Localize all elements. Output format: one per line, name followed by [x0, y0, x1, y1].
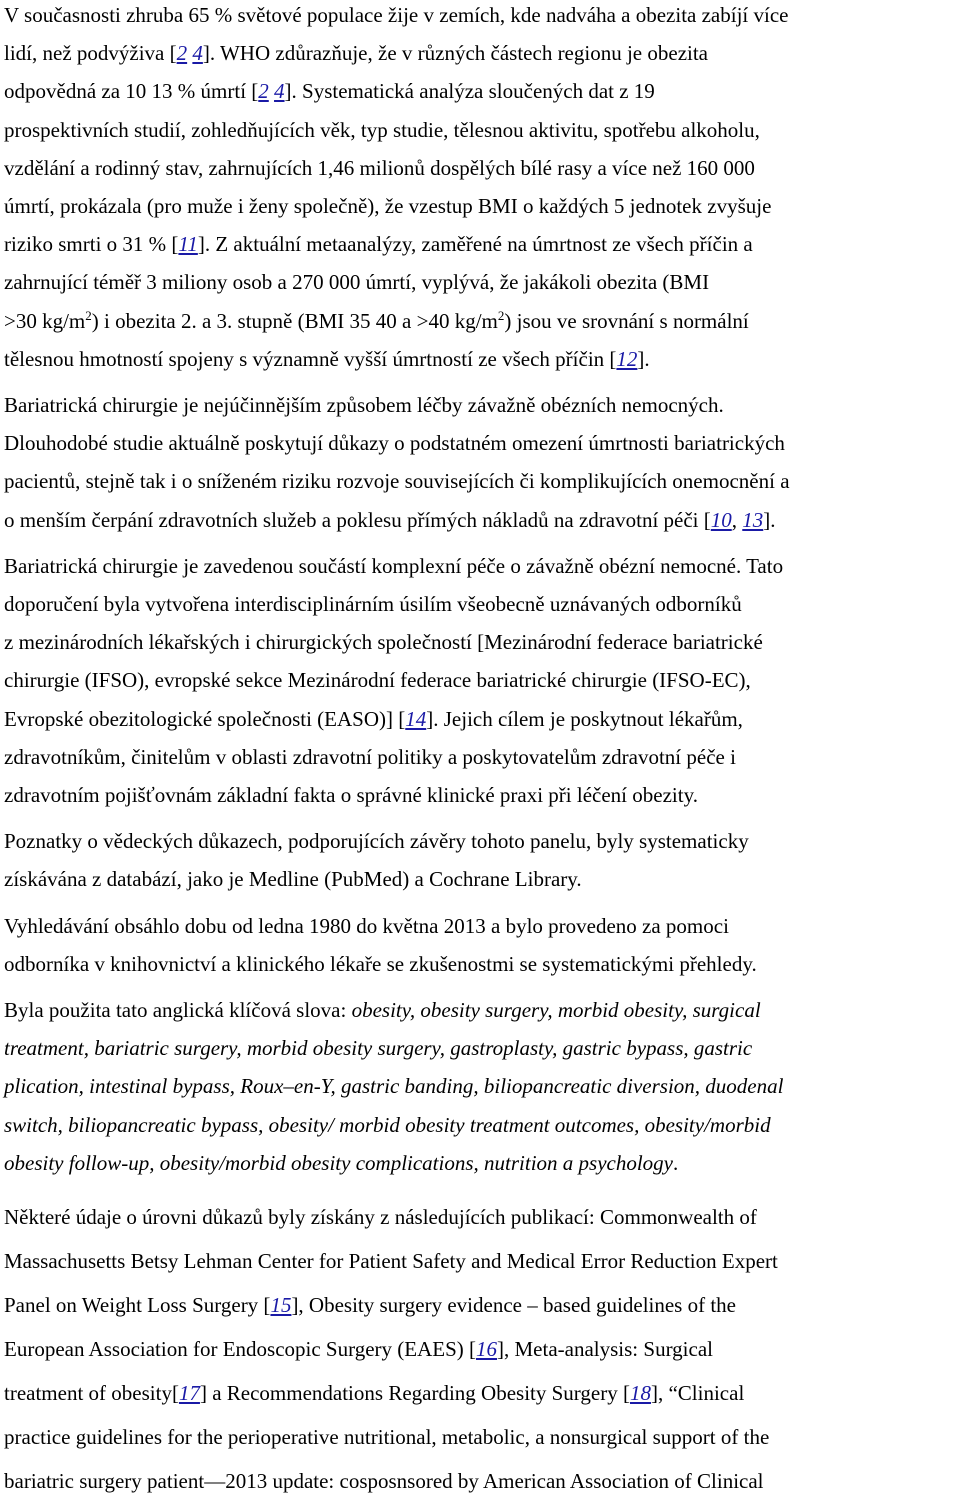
document-page: [4, 0, 956, 1503]
text-line: [4, 1067, 956, 1105]
italic-text: treatment, bariatric surgery, morbid obesity surgery, gastroplasty, gastric bypass, gastric: [4, 1036, 753, 1061]
text-segment: .: [673, 1150, 679, 1175]
superscript: 2: [497, 307, 505, 323]
reference-link[interactable]: 13: [742, 507, 764, 532]
text-segment: Dlouhodobé studie aktuálně poskytují důkazy o podstatném omezení úmrtnosti bariatrických: [4, 431, 785, 456]
reference-link[interactable]: 17: [178, 1381, 200, 1406]
text-segment: tělesnou hmotností spojeny s významně vyšší úmrtností ze všech příčin [: [4, 346, 617, 371]
paragraph-search-period: [4, 907, 956, 983]
reference-link[interactable]: 2: [176, 41, 188, 66]
text-segment: bariatric surgery patient—2013 update: cosposnsored by American Association of Clinical: [4, 1469, 764, 1494]
text-segment: úmrtí, prokázala (pro muže i ženy společně), že vzestup BMI o každých 5 jednotek zvyšuje: [4, 194, 772, 219]
text-line: [4, 501, 956, 539]
reference-link[interactable]: 14: [405, 706, 427, 731]
text-segment: vzdělání a rodinný stav, zahrnujících 1,46 milionů dospělých bílé rasy a více než 160 000: [4, 155, 755, 180]
text-segment: ]. Z aktuální metaanalýzy, zaměřené na úmrtnost ze všech příčin a: [197, 232, 753, 257]
text-segment: ) jsou ve srovnání s normální: [504, 308, 749, 333]
text-line: [4, 738, 956, 776]
text-line: [4, 340, 956, 378]
reference-link[interactable]: 2: [258, 79, 269, 104]
text-segment: treatment of obesity[: [4, 1381, 179, 1406]
reference-link[interactable]: 12: [616, 346, 638, 371]
text-line: [4, 907, 956, 945]
reference-link[interactable]: 11: [178, 232, 198, 257]
text-segment: ]. Jejich cílem je poskytnout lékařům,: [426, 706, 743, 731]
text-line: [4, 547, 956, 585]
text-line: [4, 1106, 956, 1144]
text-segment: zdravotníkům, činitelům v oblasti zdravotní politiky a poskytovatelům zdravotní péče i: [4, 744, 736, 769]
text-line: [4, 462, 956, 500]
text-line: [4, 187, 956, 225]
text-segment: ] a Recommendations Regarding Obesity Surgery [: [199, 1381, 630, 1406]
reference-link[interactable]: 4: [192, 41, 203, 66]
text-segment: Evropské obezitologické společnosti (EASO)] [: [4, 706, 406, 731]
text-line: [4, 34, 956, 72]
text-segment: Vyhledávání obsáhlo dobu od ledna 1980 do května 2013 a bylo provedeno za pomoci: [4, 913, 729, 938]
text-segment: odborníka v knihovnictví a klinického lékaře se zkušenostmi se systematickými přehledy.: [4, 951, 757, 976]
text-line: [4, 1327, 956, 1371]
text-line: [4, 225, 956, 263]
text-line: [4, 776, 956, 814]
reference-link[interactable]: 16: [476, 1337, 498, 1362]
text-segment: practice guidelines for the perioperative nutritional, metabolic, a nonsurgical support of the: [4, 1425, 770, 1450]
text-line: [4, 111, 956, 149]
italic-text: plication, intestinal bypass, Roux–en-Y, gastric banding, biliopancreatic diversion, duodenal: [4, 1074, 784, 1099]
text-segment: ) i obezita 2. a 3. stupně (BMI 35 40 a >40 kg/m: [91, 308, 498, 333]
text-segment: Některé údaje o úrovni důkazů byly získány z následujících publikací: Commonwealth of: [4, 1205, 757, 1230]
text-line: [4, 1144, 956, 1182]
text-segment: Massachusetts Betsy Lehman Center for Patient Safety and Medical Error Reduction Expert: [4, 1249, 778, 1274]
text-segment: riziko smrti o 31 % [: [4, 232, 179, 257]
text-segment: z mezinárodních lékařských i chirurgických společností [Mezinárodní federace bariatrické: [4, 630, 763, 655]
text-segment: získávána z databází, jako je Medline (PubMed) a Cochrane Library.: [4, 867, 582, 892]
text-segment: Byla použita tato anglická klíčová slova:: [4, 998, 352, 1023]
paragraph-publications: [4, 1195, 956, 1503]
text-segment: ], “Clinical: [650, 1381, 745, 1406]
italic-text: switch, biliopancreatic bypass, obesity/ morbid obesity treatment outcomes, obesity/morbid: [4, 1112, 771, 1137]
text-line: [4, 1239, 956, 1283]
paragraph-evidence-sources: [4, 822, 956, 898]
text-segment: V současnosti zhruba 65 % světové populace žije v zemích, kde nadváha a obezita zabíjí více: [4, 3, 789, 27]
text-line: [4, 700, 956, 738]
text-segment: o menším čerpání zdravotních služeb a poklesu přímých nákladů na zdravotní péči [: [4, 507, 711, 532]
text-segment: Bariatrická chirurgie je zavedenou součástí komplexní péče o závažně obézní nemocné. Tato: [4, 553, 784, 578]
text-line: [4, 302, 956, 340]
text-line: [4, 945, 956, 983]
text-segment: prospektivních studií, zohledňujících věk, typ studie, tělesnou aktivitu, spotřebu alkoholu,: [4, 117, 760, 142]
text-line: [4, 991, 956, 1029]
reference-link[interactable]: 15: [270, 1293, 292, 1318]
paragraph-keywords: [4, 991, 956, 1182]
reference-link[interactable]: 10: [710, 507, 732, 532]
reference-link[interactable]: 18: [629, 1381, 651, 1406]
text-line: [4, 424, 956, 462]
text-line: [4, 822, 956, 860]
text-line: [4, 860, 956, 898]
text-segment: ]. Systematická analýza sloučených dat z 19: [284, 79, 655, 104]
text-segment: Panel on Weight Loss Surgery [: [4, 1293, 271, 1318]
text-line: [4, 1029, 956, 1067]
text-line: [4, 263, 956, 301]
text-segment: ], Meta-analysis: Surgical: [497, 1337, 713, 1362]
paragraph-bariatric-effectiveness: [4, 386, 956, 539]
text-line: [4, 623, 956, 661]
text-line: [4, 661, 956, 699]
text-segment: European Association for Endoscopic Surgery (EAES) [: [4, 1337, 477, 1362]
text-segment: odpovědná za 10 13 % úmrtí [: [4, 79, 259, 104]
text-segment: zdravotním pojišťovnám základní fakta o správné klinické praxi při léčení obezity.: [4, 783, 698, 808]
text-line: [4, 1415, 956, 1459]
text-segment: >30 kg/m: [4, 308, 86, 333]
text-segment: ].: [763, 507, 776, 532]
text-line: [4, 585, 956, 623]
text-line: [4, 149, 956, 187]
text-segment: Poznatky o vědeckých důkazech, podporujících závěry tohoto panelu, byly systematicky: [4, 829, 749, 854]
text-segment: doporučení byla vytvořena interdisciplinárním úsilím všeobecně uznávaných odborníků: [4, 592, 742, 617]
text-segment: ]. WHO zdůrazňuje, že v různých částech regionu je obezita: [202, 41, 709, 66]
italic-text: obesity, obesity surgery, morbid obesity, surgical: [351, 998, 761, 1023]
text-line: [4, 1459, 956, 1503]
text-segment: lidí, než podvýživa [: [4, 41, 177, 66]
text-segment: Bariatrická chirurgie je nejúčinnějším způsobem léčby závažně obézních nemocných.: [4, 393, 724, 418]
text-segment: ].: [637, 346, 650, 371]
paragraph-guidelines-origin: [4, 547, 956, 814]
italic-text: obesity follow-up, obesity/morbid obesity complications, nutrition a psychology: [4, 1150, 674, 1175]
reference-link[interactable]: 4: [274, 79, 285, 104]
text-line: [4, 1283, 956, 1327]
text-line: [4, 72, 956, 110]
text-segment: chirurgie (IFSO), evropské sekce Mezinárodní federace bariatrické chirurgie (IFSO-EC),: [4, 668, 751, 693]
text-segment: ,: [731, 507, 743, 532]
text-line: [4, 1195, 956, 1239]
paragraph-obesity-mortality: [4, 0, 956, 378]
text-segment: ], Obesity surgery evidence – based guidelines of the: [291, 1293, 737, 1318]
text-segment: zahrnující téměř 3 miliony osob a 270 000 úmrtí, vyplývá, že jakákoli obezita (BMI: [4, 270, 710, 295]
text-line: [4, 386, 956, 424]
text-line: [4, 0, 956, 34]
superscript: 2: [85, 307, 92, 323]
text-segment: pacientů, stejně tak i o sníženém riziku rozvoje souvisejících či komplikujících onemocnění a: [4, 469, 790, 494]
text-line: [4, 1371, 956, 1415]
